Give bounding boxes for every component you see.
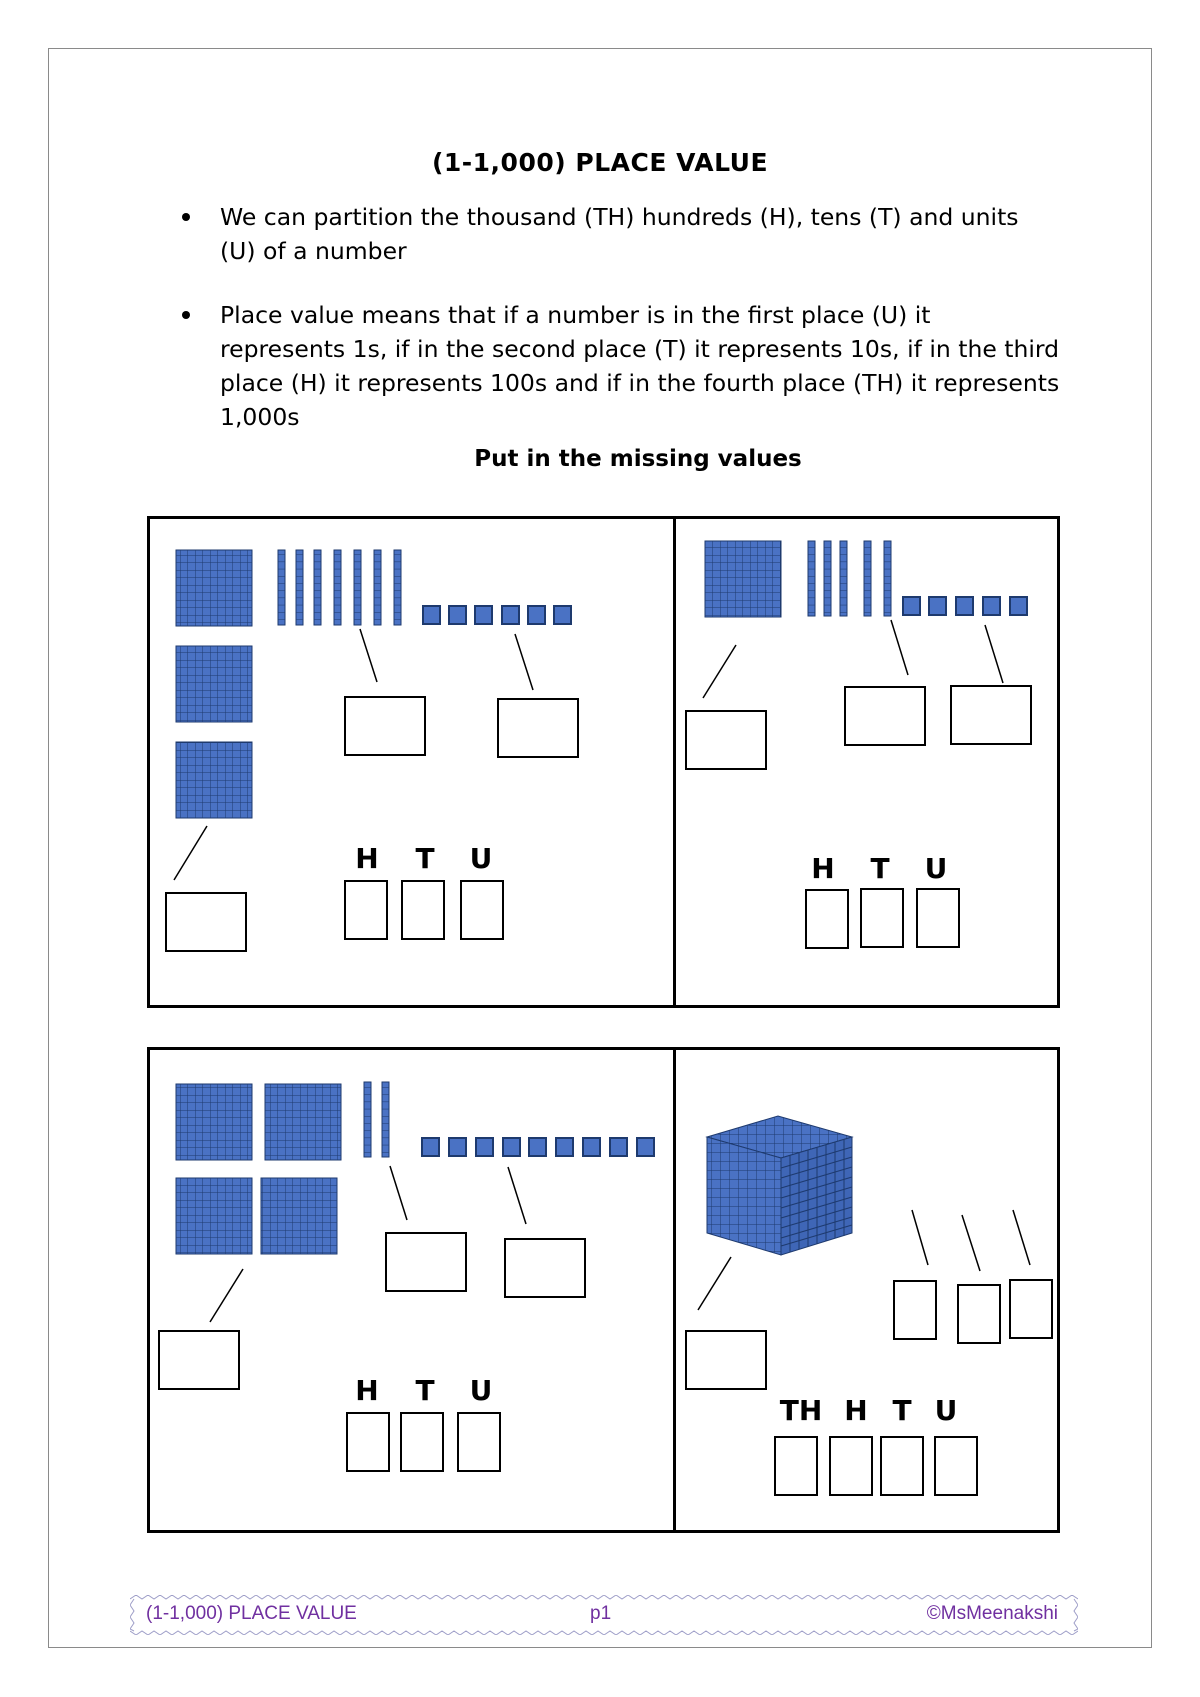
answer-box-hundreds[interactable]	[685, 710, 767, 770]
column-label-th: TH	[779, 1394, 823, 1427]
column-label-h: H	[844, 1394, 868, 1427]
digit-box-th[interactable]	[774, 1436, 818, 1496]
unit-cube	[583, 1138, 600, 1156]
footer-page-number: p1	[590, 1603, 612, 1624]
unit-cube	[476, 1138, 493, 1156]
panel-2-blocks	[703, 541, 1027, 698]
answer-box-hundreds[interactable]	[165, 892, 247, 952]
pointer-line	[912, 1210, 928, 1265]
answer-box-tens[interactable]	[344, 696, 426, 756]
hundred-flat	[176, 550, 252, 626]
digit-box-h[interactable]	[346, 1412, 390, 1472]
unit-cube	[449, 1138, 466, 1156]
digit-box-h[interactable]	[344, 880, 388, 940]
unit-cube	[983, 597, 1000, 615]
pointer-line	[891, 620, 908, 675]
hundred-flat	[265, 1084, 341, 1160]
unit-cube	[637, 1138, 654, 1156]
digit-box-u[interactable]	[460, 880, 504, 940]
pointer-line	[360, 629, 377, 682]
ten-rod	[364, 1082, 371, 1157]
answer-box-hundreds[interactable]	[158, 1330, 240, 1390]
answer-box-tens[interactable]	[844, 686, 926, 746]
digit-box-u[interactable]	[457, 1412, 501, 1472]
footer-title: (1-1,000) PLACE VALUE	[146, 1603, 357, 1624]
column-label-h: H	[811, 852, 835, 885]
unit-cube	[1010, 597, 1027, 615]
digit-box-h[interactable]	[829, 1436, 873, 1496]
footer-copyright: ©MsMeenakshi	[926, 1603, 1058, 1624]
unit-cube	[610, 1138, 627, 1156]
ten-rod	[296, 550, 303, 625]
unit-cube	[556, 1138, 573, 1156]
ten-rod	[394, 550, 401, 625]
hundred-flat	[261, 1178, 337, 1254]
ten-rod	[382, 1082, 389, 1157]
ten-rod	[278, 550, 285, 625]
ten-rod	[314, 550, 321, 625]
answer-box-units[interactable]	[504, 1238, 586, 1298]
unit-cube	[528, 606, 545, 624]
digit-box-t[interactable]	[401, 880, 445, 940]
hundred-flat	[176, 742, 252, 818]
unit-cube	[956, 597, 973, 615]
unit-cube	[503, 1138, 520, 1156]
column-label-t: T	[415, 1374, 435, 1407]
ten-rod	[824, 541, 831, 616]
answer-box-hundreds[interactable]	[893, 1280, 937, 1340]
pointer-line	[174, 826, 207, 880]
hundred-flat	[176, 1178, 252, 1254]
bullet-text: We can partition the thousand (TH) hundreds (H), tens (T) and units (U) of a number	[220, 203, 1019, 265]
digit-box-t[interactable]	[400, 1412, 444, 1472]
pointer-line	[515, 634, 533, 690]
ten-rod	[808, 541, 815, 616]
digit-box-t[interactable]	[880, 1436, 924, 1496]
ten-rod	[354, 550, 361, 625]
hundred-flat	[176, 646, 252, 722]
hundred-flat	[176, 1084, 252, 1160]
digit-box-t[interactable]	[860, 888, 904, 948]
bullet-text: Place value means that if a number is in the first place (U) it represents 1s, if in the second place (T) it represents 10s, if in the third place (H) it represents 100s and if in the fourth place (TH) it represents 1,000s	[220, 301, 1060, 431]
unit-cube	[903, 597, 920, 615]
ten-rod	[334, 550, 341, 625]
pointer-line	[390, 1166, 407, 1220]
pointer-line	[210, 1269, 243, 1322]
digit-box-h[interactable]	[805, 889, 849, 949]
column-label-u: U	[924, 852, 948, 885]
ten-rod	[840, 541, 847, 616]
unit-cube	[502, 606, 519, 624]
column-label-t: T	[892, 1394, 912, 1427]
digit-box-u[interactable]	[916, 888, 960, 948]
column-label-u: U	[469, 842, 493, 875]
panel-4-blocks	[698, 1116, 1030, 1310]
unit-cube	[554, 606, 571, 624]
pointer-line	[703, 645, 736, 698]
unit-cube	[449, 606, 466, 624]
answer-box-units[interactable]	[950, 685, 1032, 745]
pointer-line	[1013, 1210, 1030, 1265]
column-label-t: T	[415, 842, 435, 875]
answer-box-tens[interactable]	[385, 1232, 467, 1292]
instruction-heading: Put in the missing values	[474, 446, 802, 472]
ten-rod	[374, 550, 381, 625]
unit-cube	[475, 606, 492, 624]
column-label-h: H	[355, 1374, 379, 1407]
page-footer	[130, 1595, 1078, 1635]
unit-cube	[423, 606, 440, 624]
ten-rod	[884, 541, 891, 616]
column-label-u: U	[934, 1394, 958, 1427]
hundred-flat	[705, 541, 781, 617]
answer-box-units[interactable]	[1009, 1279, 1053, 1339]
digit-box-u[interactable]	[934, 1436, 978, 1496]
ten-rod	[864, 541, 871, 616]
pointer-line	[985, 625, 1003, 683]
unit-cube	[929, 597, 946, 615]
answer-box-units[interactable]	[497, 698, 579, 758]
pointer-line	[698, 1257, 731, 1310]
pointer-line	[962, 1215, 980, 1271]
unit-cube	[529, 1138, 546, 1156]
pointer-line	[508, 1167, 526, 1224]
column-label-t: T	[870, 852, 890, 885]
column-label-h: H	[355, 842, 379, 875]
answer-box-thousands[interactable]	[685, 1330, 767, 1390]
page-title: (1-1,000) PLACE VALUE	[431, 148, 769, 177]
unit-cube	[422, 1138, 439, 1156]
column-label-u: U	[469, 1374, 493, 1407]
thousand-cube-left	[707, 1137, 781, 1255]
answer-box-tens[interactable]	[957, 1284, 1001, 1344]
